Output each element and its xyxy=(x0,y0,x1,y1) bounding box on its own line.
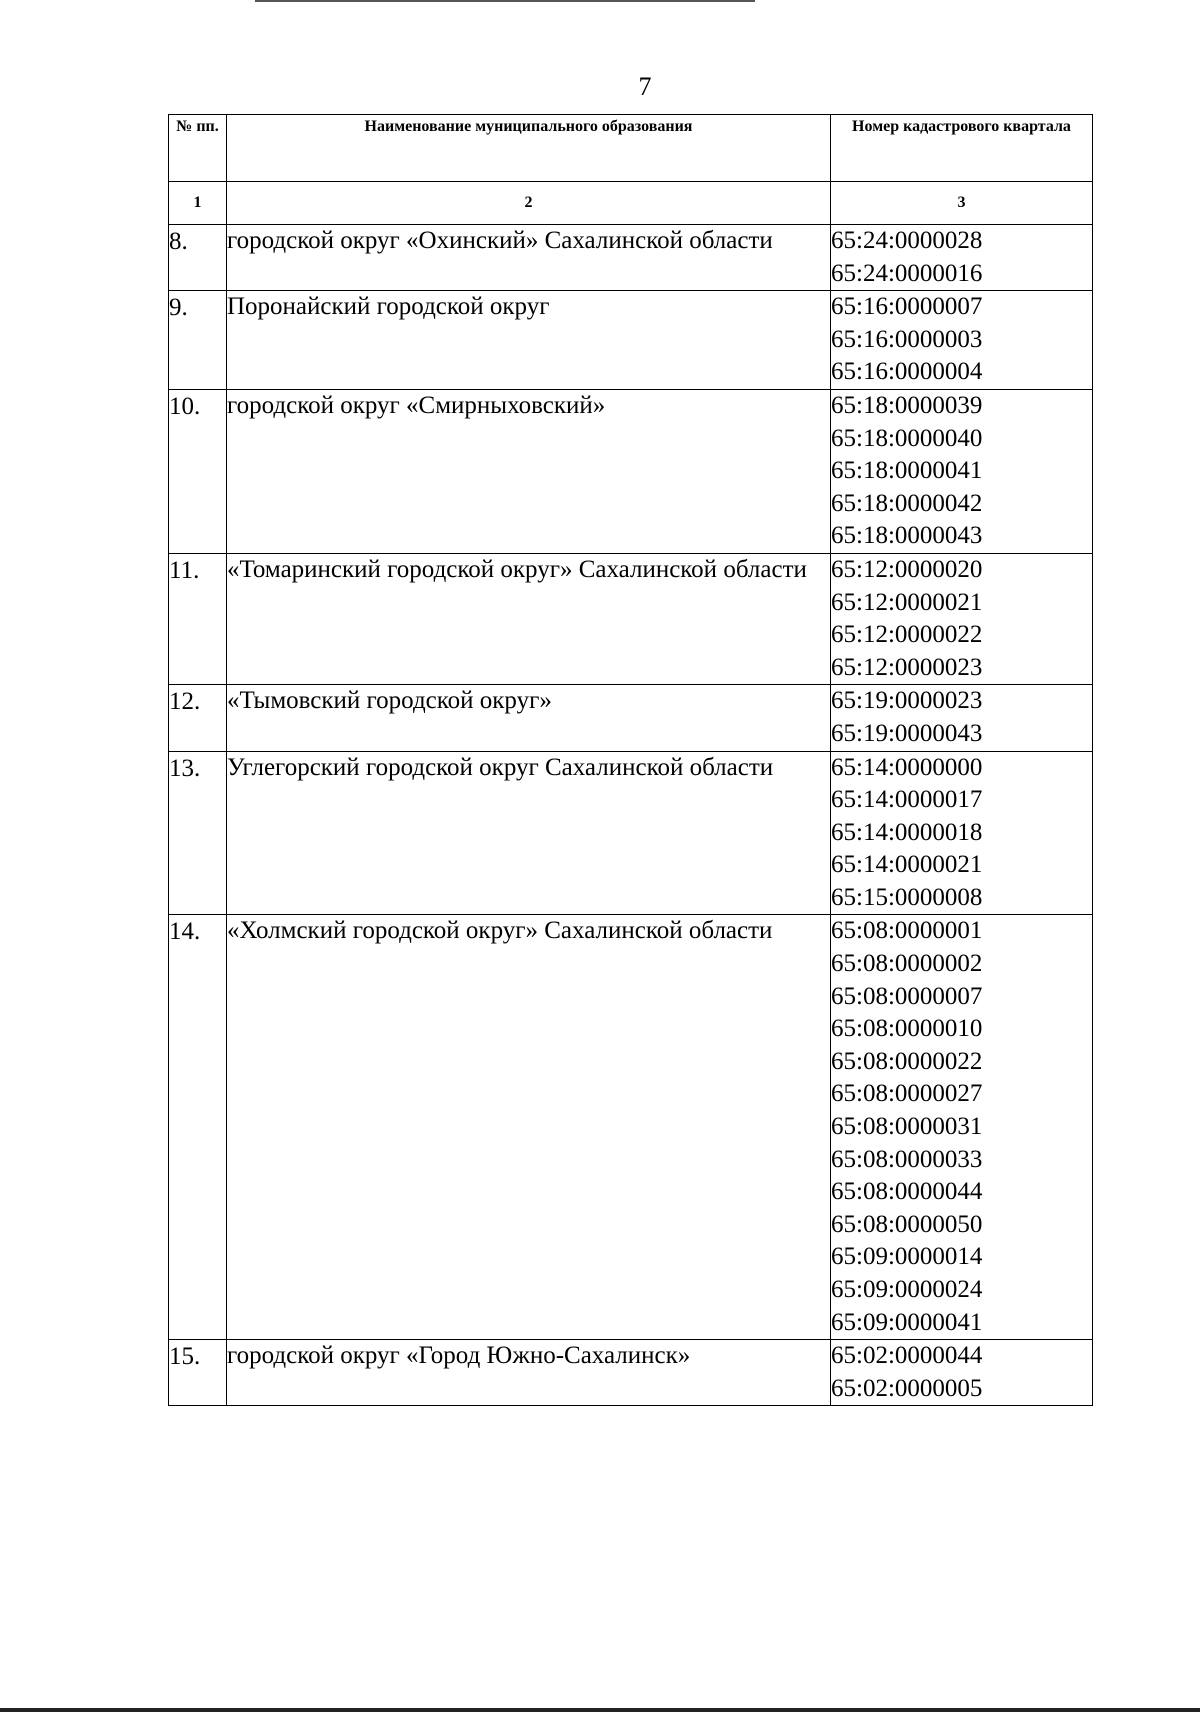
cadastral-code: 65:08:0000007 xyxy=(831,982,983,1010)
header-number: № пп. xyxy=(169,115,227,182)
row-number: 12. xyxy=(169,685,227,751)
row-number: 14. xyxy=(169,915,227,1340)
cadastral-code: 65:02:0000005 xyxy=(831,1374,983,1402)
cadastral-codes-cell xyxy=(831,389,1093,553)
column-number: 3 xyxy=(831,182,1093,225)
cadastral-code: 65:09:0000024 xyxy=(831,1276,983,1303)
cadastral-code: 65:08:0000002 xyxy=(831,950,983,978)
cadastral-codes-cell xyxy=(831,291,1093,390)
cadastral-code: 65:18:0000039 xyxy=(831,391,983,419)
municipality-name: городской округ «Охинский» Сахалинской области xyxy=(227,225,831,291)
cadastral-code: 65:12:0000021 xyxy=(831,588,983,616)
cadastral-table xyxy=(168,114,1093,1406)
column-number-row xyxy=(169,182,1093,225)
scan-artifact-bottom xyxy=(0,1708,1200,1712)
cadastral-code: 65:19:0000043 xyxy=(831,719,983,747)
table-row xyxy=(169,915,1093,1340)
cadastral-codes-cell xyxy=(831,553,1093,684)
cadastral-code: 65:08:0000031 xyxy=(831,1113,983,1141)
municipality-name: Углегорский городской округ Сахалинской области xyxy=(227,751,831,915)
cadastral-code: 65:18:0000042 xyxy=(831,489,983,517)
table-row xyxy=(169,1340,1093,1406)
cadastral-code: 65:08:0000022 xyxy=(831,1047,983,1075)
cadastral-code: 65:14:0000021 xyxy=(831,851,983,879)
cadastral-code: 65:08:0000050 xyxy=(831,1210,983,1238)
cadastral-codes-cell xyxy=(831,1340,1093,1406)
header-row xyxy=(169,115,1093,182)
scan-artifact-top xyxy=(255,0,755,2)
row-number: 10. xyxy=(169,389,227,553)
cadastral-code: 65:08:0000044 xyxy=(831,1178,983,1206)
row-number: 13. xyxy=(169,751,227,915)
municipality-name: городской округ «Смирныховский» xyxy=(227,389,831,553)
cadastral-code: 65:18:0000043 xyxy=(831,522,983,550)
table-row xyxy=(169,389,1093,553)
column-number: 2 xyxy=(227,182,831,225)
cadastral-code: 65:08:0000010 xyxy=(831,1015,983,1043)
cadastral-code: 65:14:0000017 xyxy=(831,786,983,814)
table-row xyxy=(169,751,1093,915)
column-number: 1 xyxy=(169,182,227,225)
page-number: 7 xyxy=(638,72,652,101)
row-number: 15. xyxy=(169,1340,227,1406)
municipality-name: Поронайский городской округ xyxy=(227,291,831,390)
table-row xyxy=(169,553,1093,684)
cadastral-code: 65:12:0000022 xyxy=(831,621,983,649)
row-number: 11. xyxy=(169,553,227,684)
municipality-name: «Холмский городской округ» Сахалинской области xyxy=(227,915,831,1340)
cadastral-code: 65:08:0000027 xyxy=(831,1080,983,1108)
cadastral-code: 65:24:0000028 xyxy=(831,227,983,254)
cadastral-code: 65:09:0000041 xyxy=(831,1308,983,1336)
row-number: 9. xyxy=(169,291,227,390)
table-body xyxy=(169,225,1093,1406)
cadastral-code: 65:16:0000003 xyxy=(831,325,983,353)
cadastral-codes-cell xyxy=(831,915,1093,1340)
cadastral-code: 65:24:0000016 xyxy=(831,259,983,287)
cadastral-code: 65:12:0000020 xyxy=(831,555,983,583)
header-cadastral-quarter: Номер кадастрового квартала xyxy=(831,115,1093,182)
cadastral-code: 65:14:0000018 xyxy=(831,818,983,846)
cadastral-codes-cell xyxy=(831,225,1093,291)
cadastral-code: 65:15:0000008 xyxy=(831,883,983,911)
cadastral-code: 65:09:0000014 xyxy=(831,1243,983,1271)
cadastral-code: 65:18:0000040 xyxy=(831,424,983,452)
cadastral-codes-cell xyxy=(831,685,1093,751)
cadastral-code: 65:08:0000033 xyxy=(831,1145,983,1173)
cadastral-code: 65:19:0000023 xyxy=(831,687,983,715)
cadastral-code: 65:16:0000007 xyxy=(831,293,983,321)
table-row xyxy=(169,291,1093,390)
cadastral-code: 65:08:0000001 xyxy=(831,917,983,945)
cadastral-code: 65:16:0000004 xyxy=(831,358,983,386)
row-number: 8. xyxy=(169,225,227,291)
cadastral-code: 65:18:0000041 xyxy=(831,457,983,485)
table-row xyxy=(169,225,1093,291)
cadastral-code: 65:02:0000044 xyxy=(831,1342,983,1370)
municipality-name: «Тымовский городской округ» xyxy=(227,685,831,751)
header-municipality: Наименование муниципального образования xyxy=(227,115,831,182)
municipality-name: «Томаринский городской округ» Сахалинской области xyxy=(227,553,831,684)
municipality-name: городской округ «Город Южно-Сахалинск» xyxy=(227,1340,831,1406)
table-row xyxy=(169,685,1093,751)
cadastral-code: 65:12:0000023 xyxy=(831,653,983,681)
cadastral-codes-cell xyxy=(831,751,1093,915)
cadastral-code: 65:14:0000000 xyxy=(831,753,983,781)
